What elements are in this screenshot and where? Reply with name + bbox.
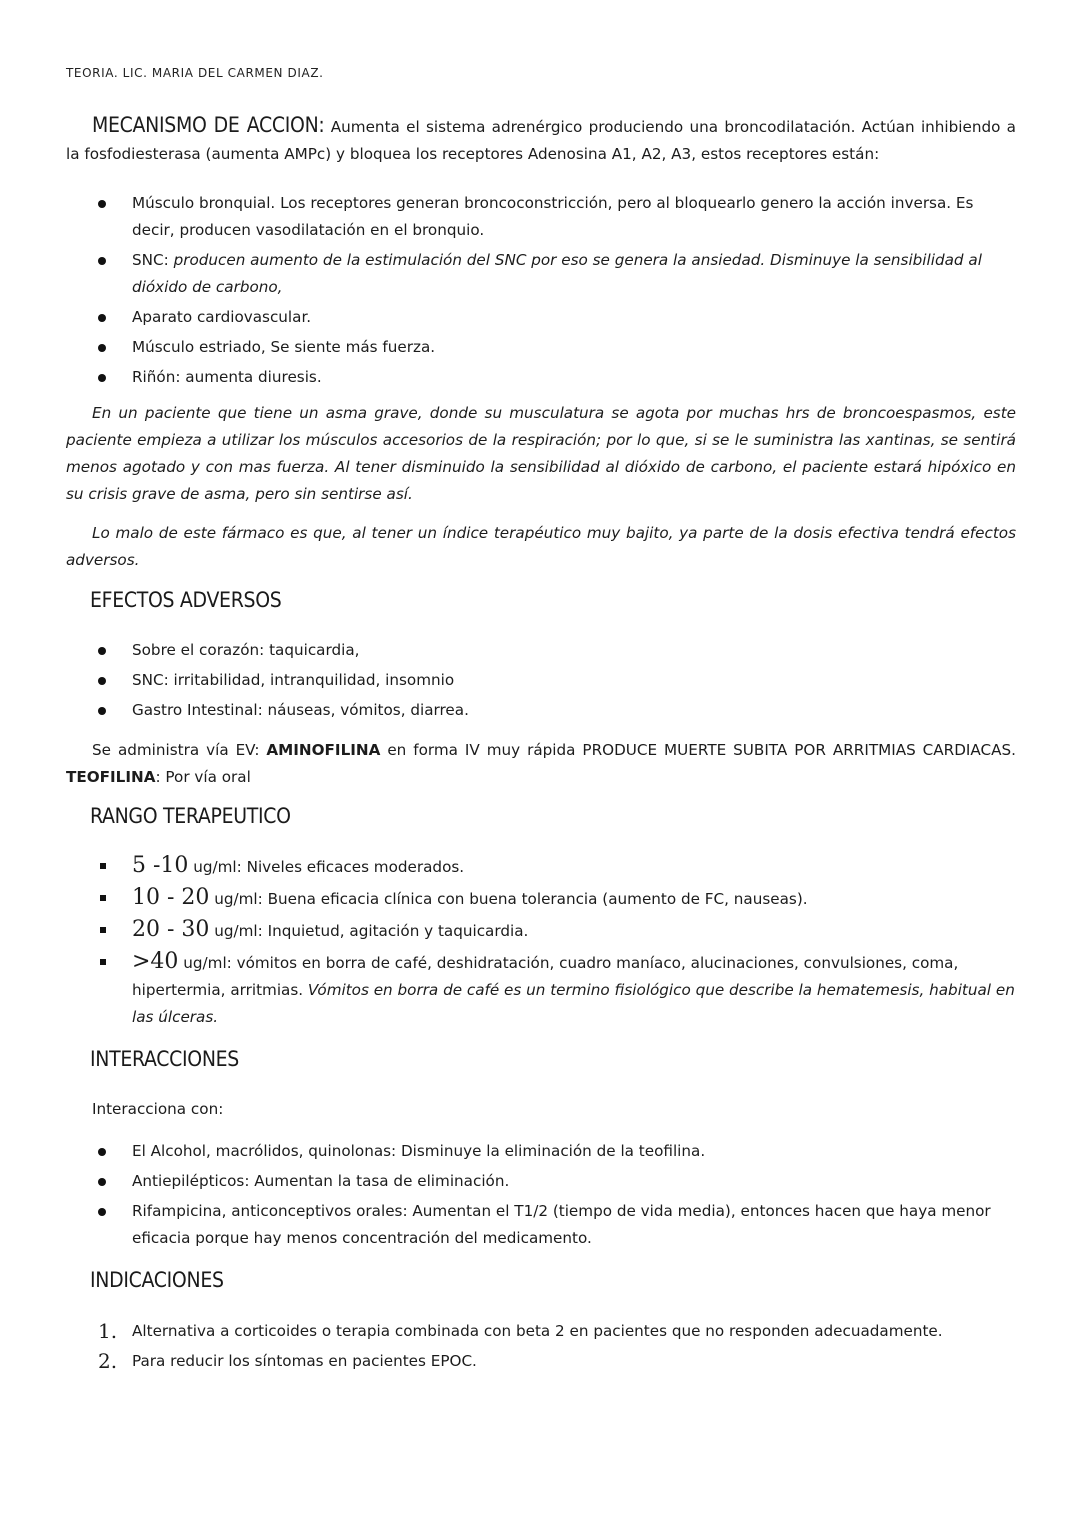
interacciones-title: INTERACCIONES bbox=[90, 1047, 239, 1071]
square-bullet-icon bbox=[100, 863, 106, 869]
square-bullet-icon bbox=[100, 895, 106, 901]
list-item: El Alcohol, macrólidos, quinolonas: Disminuye la eliminación de la teofilina. bbox=[98, 1138, 1018, 1165]
list-item: Músculo bronquial. Los receptores generan broncoconstricción, pero al bloquearlo genero la acción inversa. Es decir, producen vasodilatación en el bronquio. bbox=[98, 190, 1018, 244]
rango-title: RANGO TERAPEUTICO bbox=[90, 804, 291, 828]
square-bullet-icon bbox=[100, 927, 106, 933]
list-item: Aparato cardiovascular. bbox=[98, 304, 1018, 331]
bullet-icon bbox=[98, 1208, 106, 1216]
indicaciones-list bbox=[98, 1318, 1018, 1378]
list-item: Riñón: aumenta diuresis. bbox=[98, 364, 1018, 391]
efectos-list bbox=[98, 637, 1018, 727]
list-item: Antiepilépticos: Aumentan la tasa de eliminación. bbox=[98, 1168, 1018, 1195]
numbered-item: 2. Para reducir los síntomas en pacientes EPOC. bbox=[98, 1349, 477, 1373]
rango-list bbox=[98, 852, 1018, 1034]
bullet-icon bbox=[98, 1178, 106, 1186]
bullet-icon bbox=[98, 1148, 106, 1156]
list-item: SNC: producen aumento de la estimulación del SNC por eso se genera la ansiedad. Disminuye la sensibilidad al dióxido de carbono, bbox=[98, 247, 1018, 301]
list-item: 10 - 20 ug/ml: Buena eficacia clínica con buena tolerancia (aumento de FC, nauseas). bbox=[98, 884, 1018, 913]
efectos-title: EFECTOS ADVERSOS bbox=[90, 588, 282, 612]
administracion-paragraph: Se administra vía EV: AMINOFILINA en forma IV muy rápida PRODUCE MUERTE SUBITA POR ARRITMIAS CARDIACAS. TEOFILINA: Por vía oral bbox=[66, 741, 1016, 786]
square-bullet-icon bbox=[100, 959, 106, 965]
bullet-icon bbox=[98, 374, 106, 382]
receptores-list bbox=[98, 190, 1018, 394]
list-item: >40 ug/ml: vómitos en borra de café, deshidratación, cuadro maníaco, alucinaciones, convulsiones, coma, hipertermia, arritmias. Vómitos en borra de café es un termino fisiológico que describe la hematemesis, habitual en las úlceras. bbox=[98, 948, 1018, 1031]
mecanismo-text: Aumenta el sistema adrenérgico produciendo una broncodilatación. Actúan inhibiendo a la fosfodiesterasa (aumenta AMPc) y bloquea los receptores Adenosina A1, A2, A3, estos receptores están: bbox=[66, 118, 1016, 163]
list-item: Músculo estriado, Se siente más fuerza. bbox=[98, 334, 1018, 361]
bullet-icon bbox=[98, 314, 106, 322]
bullet-icon bbox=[98, 200, 106, 208]
mecanismo-title: MECANISMO DE ACCION: bbox=[92, 113, 325, 137]
teofilina-label: TEOFILINA bbox=[66, 768, 156, 786]
mecanismo-paragraph bbox=[66, 112, 1016, 168]
page-header: TEORIA. LIC. MARIA DEL CARMEN DIAZ. bbox=[66, 66, 324, 80]
aminofilina-label: AMINOFILINA bbox=[266, 741, 381, 759]
bullet-icon bbox=[98, 647, 106, 655]
list-item: Gastro Intestinal: náuseas, vómitos, diarrea. bbox=[98, 697, 1018, 724]
bullet-icon bbox=[98, 677, 106, 685]
bullet-icon bbox=[98, 707, 106, 715]
asma-paragraph: En un paciente que tiene un asma grave, donde su musculatura se agota por muchas hrs de broncoespasmos, este paciente empieza a utilizar los músculos accesorios de la respiración; por lo que, si se le suministra las xantinas, se sentirá menos agotado y con mas fuerza. Al tener disminuido la sensibilidad al dióxido de carbono, el paciente estará hipóxico en su crisis grave de asma, pero sin sentirse así. bbox=[66, 404, 1016, 503]
list-item: 20 - 30 ug/ml: Inquietud, agitación y taquicardia. bbox=[98, 916, 1018, 945]
list-item: 5 -10 ug/ml: Niveles eficaces moderados. bbox=[98, 852, 1018, 881]
interacciones-list bbox=[98, 1138, 1018, 1255]
interacciones-intro: Interacciona con: bbox=[92, 1100, 224, 1118]
list-item: Rifampicina, anticonceptivos orales: Aumentan el T1/2 (tiempo de vida media), entonces hacen que haya menor eficacia porque hay menos concentración del medicamento. bbox=[98, 1198, 1018, 1252]
indicaciones-title: INDICACIONES bbox=[90, 1268, 224, 1292]
bullet-icon bbox=[98, 344, 106, 352]
numbered-item: 1. Alternativa a corticoides o terapia combinada con beta 2 en pacientes que no responden adecuadamente. bbox=[98, 1319, 943, 1343]
malo-paragraph: Lo malo de este fármaco es que, al tener un índice terapéutico muy bajito, ya parte de la dosis efectiva tendrá efectos adversos. bbox=[66, 524, 1016, 569]
bullet-icon bbox=[98, 257, 106, 265]
list-item: Sobre el corazón: taquicardia, bbox=[98, 637, 1018, 664]
list-item: SNC: irritabilidad, intranquilidad, insomnio bbox=[98, 667, 1018, 694]
